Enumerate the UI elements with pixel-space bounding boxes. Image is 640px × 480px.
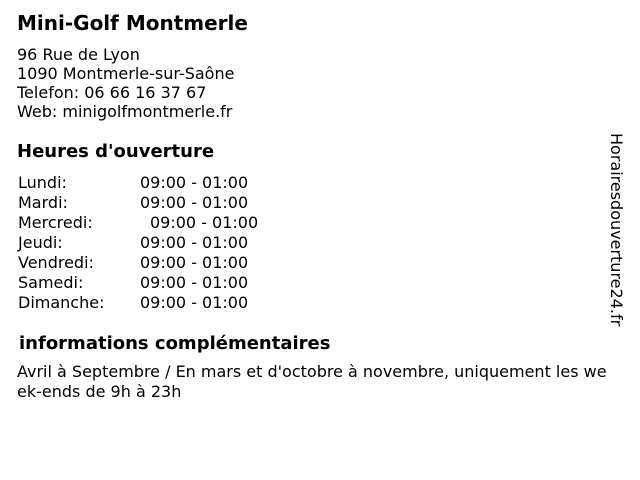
hours-row-sunday <box>18 293 258 313</box>
time-value: 09:00 - 01:00 <box>140 273 249 292</box>
hours-row-tuesday <box>18 193 258 213</box>
hours-row-friday <box>18 253 258 273</box>
address-block <box>17 45 234 121</box>
additional-info-text: Avril à Septembre / En mars et d'octobre à novembre, uniquement les week-ends de 9h à 23h <box>17 362 607 401</box>
address-city: 1090 Montmerle-sur-Saône <box>17 64 235 83</box>
hours-row-monday <box>18 173 258 193</box>
time-value: 09:00 - 01:00 <box>140 173 249 192</box>
website-line: Web: minigolfmontmerle.fr <box>17 102 233 121</box>
hours-row-thursday <box>18 233 258 253</box>
watermark-brand: Horairesdouverture24.fr <box>607 133 626 327</box>
day-label: Samedi: <box>18 273 84 292</box>
day-label: Mercredi: <box>18 213 93 232</box>
additional-info-heading: informations complémentaires <box>19 333 331 354</box>
time-value: 09:00 - 01:00 <box>150 213 259 232</box>
time-value: 09:00 - 01:00 <box>140 253 249 272</box>
day-label: Vendredi: <box>18 253 94 272</box>
day-label: Dimanche: <box>18 293 105 312</box>
day-label: Lundi: <box>18 173 67 192</box>
day-label: Mardi: <box>18 193 68 212</box>
time-value: 09:00 - 01:00 <box>140 293 249 312</box>
address-street: 96 Rue de Lyon <box>17 45 140 64</box>
hours-row-saturday <box>18 273 258 293</box>
page-title: Mini-Golf Montmerle <box>17 11 248 35</box>
day-label: Jeudi: <box>18 233 63 252</box>
opening-hours-heading: Heures d'ouverture <box>17 141 215 162</box>
hours-row-wednesday <box>18 213 258 233</box>
time-value: 09:00 - 01:00 <box>140 233 249 252</box>
time-value: 09:00 - 01:00 <box>140 193 249 212</box>
opening-hours-table <box>18 173 258 313</box>
phone-line: Telefon: 06 66 16 37 67 <box>17 83 207 102</box>
